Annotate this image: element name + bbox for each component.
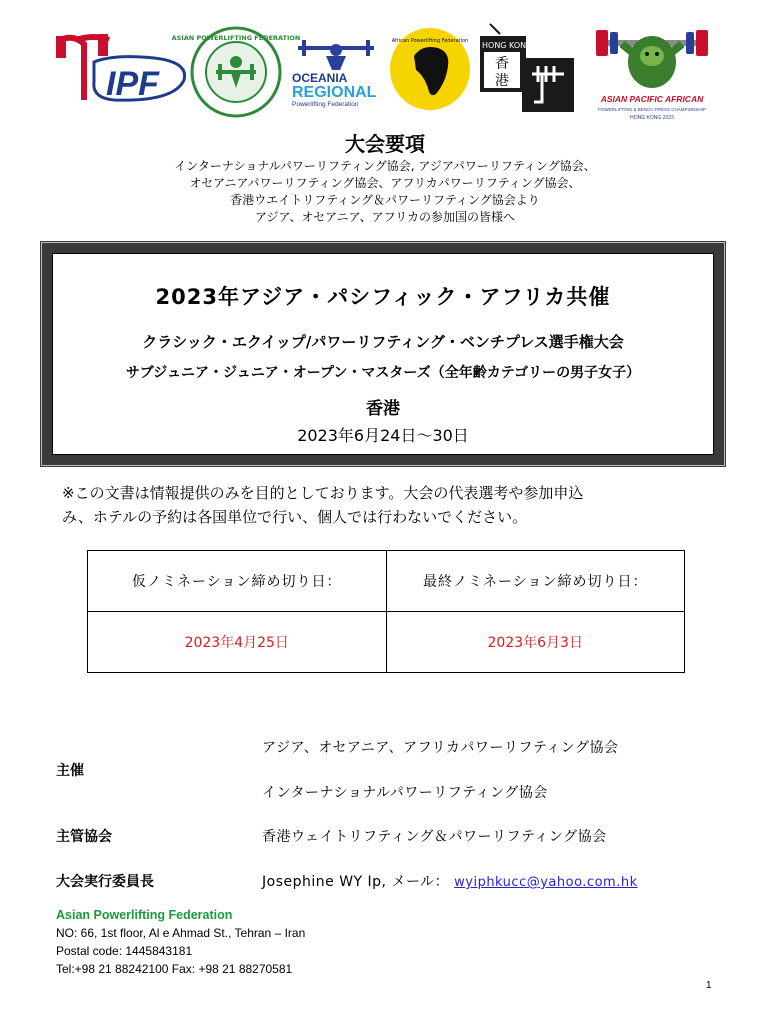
svg-text:HONG KONG 2023: HONG KONG 2023: [630, 115, 674, 121]
chair-name: Josephine WY Ip, メール：: [262, 874, 450, 890]
final-deadline-date: 2023年6月3日: [386, 612, 685, 673]
provisional-deadline-label: 仮ノミネーション締め切り日：: [88, 551, 387, 612]
host-label: 主催: [56, 763, 84, 779]
notice-line: み、ホテルの予約は各国単位で行い、個人では行わないでください。: [62, 508, 528, 526]
chair-email-link[interactable]: wyiphkucc@yahoo.com.hk: [454, 875, 638, 890]
provisional-deadline-date: 2023年4月25日: [88, 612, 387, 673]
intro-line: アジア、オセアニア、アフリカの参加国の皆様へ: [254, 210, 516, 224]
svg-text:African Powerlifting Federatio: African Powerlifting Federation: [391, 38, 469, 44]
final-deadline-label: 最終ノミネーション締め切り日：: [386, 551, 685, 612]
footer-postal: Postal code: 1445843181: [56, 944, 193, 958]
event-box: [52, 253, 714, 455]
logo-strip: [0, 18, 770, 128]
ipf-logo: [54, 32, 194, 110]
chair-label: 大会実行委員長: [56, 874, 154, 890]
intro-line: 香港ウエイトリフティング＆パワーリフティング協会より: [230, 193, 540, 207]
intro-block: [0, 158, 770, 226]
event-title: 2023年アジア・パシフィック・アフリカ共催: [155, 285, 611, 309]
chair-value: [262, 871, 638, 891]
svg-text:REGIONAL: REGIONAL: [292, 84, 377, 101]
hong-kong-logo: [476, 22, 576, 122]
championship-logo: [592, 22, 712, 126]
svg-text:IPF: IPF: [106, 65, 159, 103]
svg-text:OCEANIA: OCEANIA: [292, 71, 348, 85]
footer-tel: Tel:+98 21 88242100 Fax: +98 21 88270581: [56, 962, 293, 976]
apf-logo: [171, 26, 301, 118]
svg-text:ASIAN POWERLIFTING FEDERATION: ASIAN POWERLIFTING FEDERATION: [171, 34, 301, 42]
svg-text:ASIAN PACIFIC AFRICAN: ASIAN PACIFIC AFRICAN: [600, 94, 704, 104]
host-value-2: インターナショナルパワーリフティング協会: [262, 785, 548, 801]
supervisor-label: 主管協会: [56, 829, 112, 845]
footer-org: Asian Powerlifting Federation: [56, 908, 233, 922]
deadline-header-row: [88, 551, 685, 612]
intro-line: オセアニアパワーリフティング協会、アフリカパワーリフティング協会、: [189, 176, 581, 190]
event-city: 香港: [366, 399, 400, 419]
intro-line: インターナショナルパワーリフティング協会, アジアパワーリフティング協会、: [174, 159, 596, 173]
event-dates: 2023年6月24日～30日: [297, 426, 469, 445]
notice-text: [62, 481, 712, 529]
page-number: 1: [706, 980, 712, 991]
svg-text:HONG KONG: HONG KONG: [482, 41, 533, 50]
deadline-table: [87, 550, 685, 673]
deadline-value-row: [88, 612, 685, 673]
oceania-logo: [290, 36, 382, 108]
event-frame: [40, 241, 726, 467]
supervisor-value: 香港ウェイトリフティング＆パワーリフティング協会: [262, 829, 607, 845]
svg-text:香: 香: [495, 56, 509, 72]
svg-text:港: 港: [495, 73, 509, 89]
event-subtitle: クラシック・エクイップ/パワーリフティング・ベンチプレス選手権大会: [142, 333, 624, 351]
svg-text:Powerlifting Federation: Powerlifting Federation: [292, 101, 359, 108]
footer: [56, 906, 305, 978]
host-value-1: アジア、オセアニア、アフリカパワーリフティング協会: [262, 740, 619, 756]
svg-text:POWERLIFTING & BENCH PRESS CHA: POWERLIFTING & BENCH PRESS CHAMPIONSHIP: [597, 107, 707, 112]
africa-logo: [388, 26, 472, 112]
document-heading: 大会要項: [345, 132, 425, 156]
notice-line: ※この文書は情報提供のみを目的としております。大会の代表選考や参加申込: [62, 484, 584, 502]
footer-address: NO: 66, 1st floor, Al e Ahmad St., Tehran – Iran: [56, 926, 306, 940]
event-categories: サブジュニア・ジュニア・オープン・マスターズ（全年齢カテゴリーの男子女子）: [125, 365, 641, 381]
